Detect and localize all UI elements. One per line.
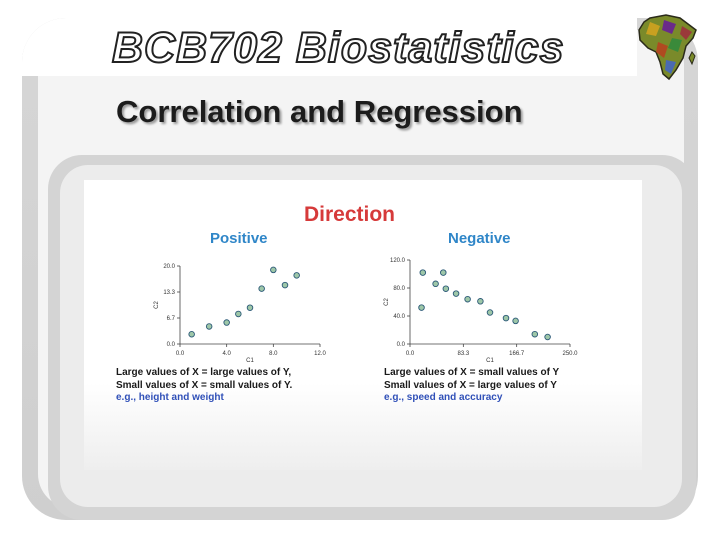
y-tick-label: 80.0 xyxy=(393,286,405,292)
data-point xyxy=(294,273,300,279)
data-point xyxy=(419,305,425,311)
data-point xyxy=(282,282,288,288)
y-axis-label: C2 xyxy=(384,298,390,306)
data-point xyxy=(440,270,446,276)
chart-title-positive: Positive xyxy=(210,230,268,247)
data-point xyxy=(224,320,230,326)
caption-example: e.g., height and weight xyxy=(116,392,224,403)
panel-title: Direction xyxy=(304,203,396,226)
positive-scatter-chart xyxy=(140,258,340,366)
x-tick-label: 0.0 xyxy=(405,351,415,357)
y-tick-label: 20.0 xyxy=(163,264,175,270)
data-point xyxy=(503,315,509,321)
data-point xyxy=(236,311,242,317)
data-point xyxy=(433,281,439,287)
data-point xyxy=(420,270,426,276)
data-point xyxy=(206,324,212,330)
y-tick-label: 40.0 xyxy=(393,314,405,320)
caption-line: Small values of X = small values of Y. xyxy=(116,379,293,391)
y-axis-label: C2 xyxy=(154,301,160,309)
caption-line: Large values of X = small values of Y xyxy=(384,367,560,378)
negative-scatter-chart xyxy=(370,254,590,366)
slide-title: Correlation and Regression xyxy=(116,94,523,129)
y-tick-label: 6.7 xyxy=(166,316,175,322)
caption-example: e.g., speed and accuracy xyxy=(384,392,503,403)
y-tick-label: 120.0 xyxy=(389,258,405,264)
x-tick-label: 0.0 xyxy=(175,351,185,357)
course-title: BCB702 Biostatistics xyxy=(112,24,565,72)
x-tick-label: 12.0 xyxy=(314,351,326,357)
data-point xyxy=(465,296,471,302)
africa-map-icon xyxy=(636,12,698,82)
data-point xyxy=(478,299,484,305)
y-tick-label: 0.0 xyxy=(166,342,175,348)
y-tick-label: 13.3 xyxy=(163,290,175,296)
data-point xyxy=(545,334,551,340)
chart-title-negative: Negative xyxy=(448,230,511,247)
x-tick-label: 83.3 xyxy=(457,351,470,357)
caption-positive xyxy=(116,367,292,405)
data-point xyxy=(532,331,538,337)
x-tick-label: 8.0 xyxy=(269,351,278,357)
data-point xyxy=(271,267,277,273)
data-point xyxy=(487,310,493,316)
caption-line: Small values of X = large values of Y xyxy=(384,379,557,391)
caption-line: Large values of X = large values of Y, xyxy=(116,367,292,378)
x-axis-label: C1 xyxy=(246,358,254,364)
y-tick-label: 0.0 xyxy=(396,342,405,348)
data-point xyxy=(259,286,265,292)
data-point xyxy=(443,286,449,292)
x-tick-label: 4.0 xyxy=(222,351,231,357)
data-point xyxy=(247,305,253,311)
data-point xyxy=(513,318,519,324)
caption-negative xyxy=(384,367,559,405)
x-tick-label: 250.0 xyxy=(562,351,578,357)
data-point xyxy=(189,331,195,337)
x-axis-label: C1 xyxy=(486,358,494,364)
x-tick-label: 166.7 xyxy=(509,351,525,357)
data-point xyxy=(453,291,459,297)
